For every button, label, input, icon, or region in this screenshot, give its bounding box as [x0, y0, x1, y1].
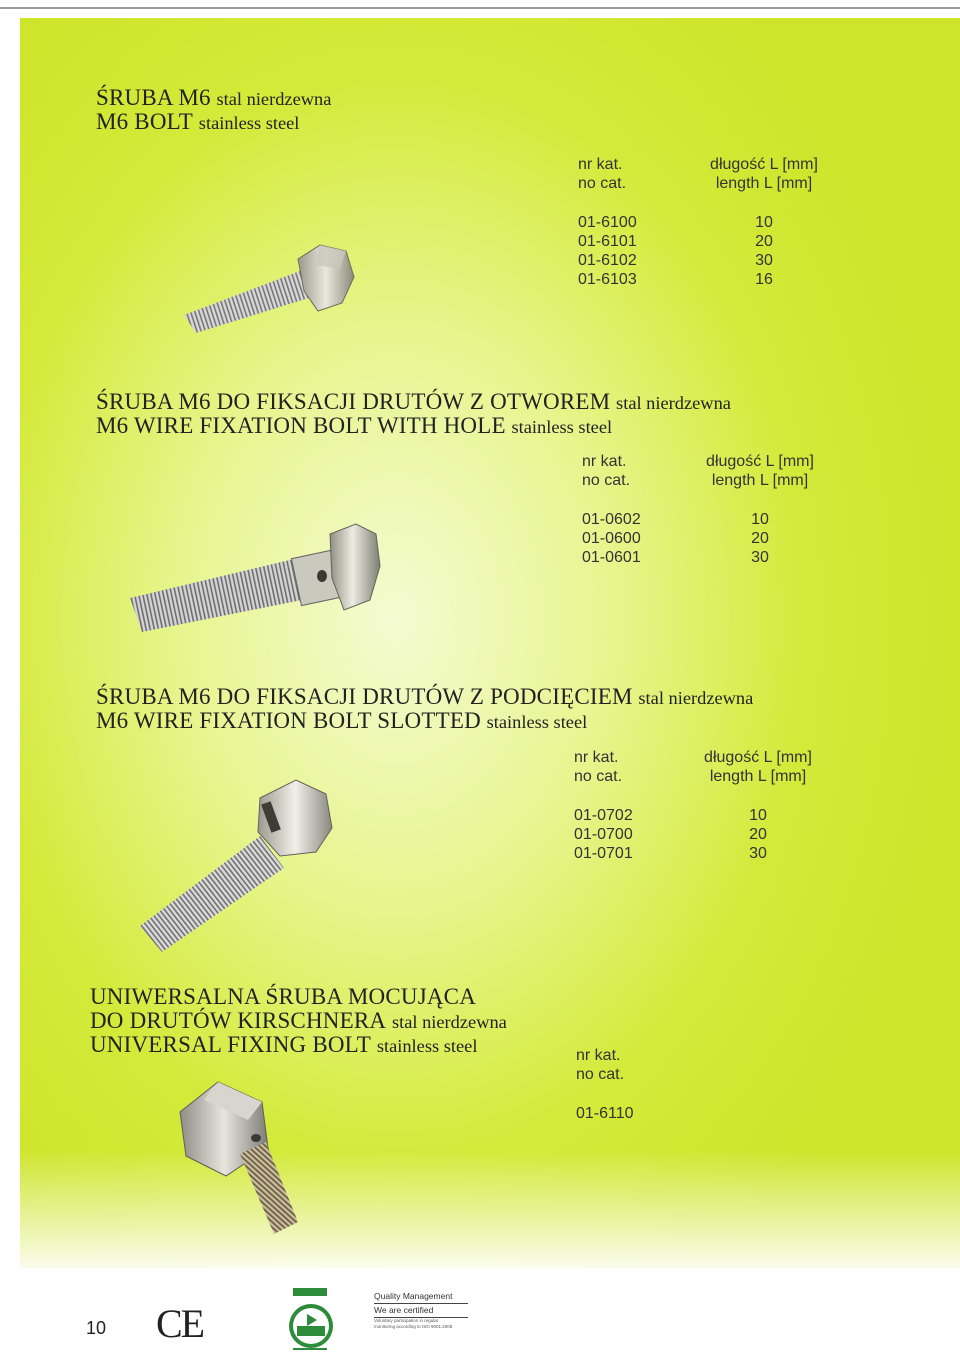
- top-rule: [0, 7, 960, 9]
- product-2-catalog-column: [582, 452, 641, 567]
- length-value: 10: [749, 807, 767, 824]
- product-3-title: [96, 685, 753, 733]
- quality-title: Quality Management: [374, 1290, 468, 1304]
- product-2-title: [96, 390, 731, 438]
- quality-subtitle: We are certified: [374, 1304, 468, 1318]
- slotted-wire-fixation-bolt-image: [120, 776, 342, 956]
- product-4-catalog-column: [576, 1046, 634, 1123]
- product-1-title-pl-material: stal nierdzewna: [216, 89, 332, 109]
- length-header-en: length L [mm]: [709, 768, 807, 785]
- product-3-title-pl: ŚRUBA M6 DO FIKSACJI DRUTÓW Z PODCIĘCIEM: [96, 684, 633, 709]
- length-header-en: length L [mm]: [715, 175, 813, 192]
- product-1-catalog-column: [578, 155, 637, 289]
- catalog-header-pl: nr kat.: [578, 156, 623, 173]
- universal-fixing-bolt-image: [170, 1072, 310, 1242]
- product-3-catalog-column: [574, 748, 633, 863]
- wire-fixation-bolt-with-hole-image: [118, 520, 388, 640]
- catalog-header-pl: nr kat.: [582, 453, 627, 470]
- length-header-pl: długość L [mm]: [704, 749, 812, 766]
- hex-bolt-image: [170, 225, 360, 335]
- catalog-number: 01-6101: [578, 233, 637, 250]
- length-value: 20: [751, 530, 769, 547]
- length-value: 30: [751, 549, 769, 566]
- product-4-title-pl-material: stal nierdzewna: [391, 1012, 507, 1033]
- product-1-title: [96, 86, 331, 134]
- length-value: 30: [749, 845, 767, 862]
- product-3-title-en: M6 WIRE FIXATION BOLT SLOTTED: [96, 708, 481, 734]
- catalog-number: 01-0701: [574, 845, 633, 862]
- product-2-title-pl-material: stal nierdzewna: [616, 393, 731, 413]
- catalog-header-pl: nr kat.: [574, 749, 619, 766]
- product-4-title-line2: DO DRUTÓW KIRSCHNERA: [90, 1008, 387, 1034]
- product-3-length-column: [694, 748, 822, 863]
- product-1-title-en: M6 BOLT: [96, 109, 194, 135]
- catalog-header-en: no cat.: [574, 768, 623, 785]
- product-2-title-en: M6 WIRE FIXATION BOLT WITH HOLE: [96, 413, 506, 439]
- dekra-certification-logo: [283, 1288, 373, 1354]
- product-2-length-column: [696, 452, 824, 567]
- product-1-length-column: [700, 155, 828, 289]
- catalog-number: 01-0602: [582, 511, 641, 528]
- length-value: 10: [755, 214, 773, 231]
- page-number: 10: [86, 1318, 107, 1338]
- catalog-number: 01-6110: [576, 1105, 634, 1122]
- quality-management-block: [374, 1290, 468, 1330]
- length-value: 30: [755, 252, 773, 269]
- length-header-pl: długość L [mm]: [710, 156, 818, 173]
- product-1-title-pl: ŚRUBA M6: [96, 85, 211, 110]
- catalog-number: 01-6102: [578, 252, 637, 269]
- product-1-title-en-material: stainless steel: [198, 113, 300, 134]
- catalog-header-en: no cat.: [576, 1066, 625, 1083]
- catalog-header-en: no cat.: [582, 472, 631, 489]
- product-2-title-en-material: stainless steel: [511, 417, 613, 438]
- product-4-title-line1: UNIWERSALNA ŚRUBA MOCUJĄCA: [90, 984, 477, 1009]
- product-4-title: [90, 985, 507, 1057]
- background-fade: [20, 1150, 960, 1280]
- product-4-title-en-material: stainless steel: [376, 1036, 478, 1057]
- ce-mark: CE: [156, 1301, 204, 1346]
- catalog-header-pl: nr kat.: [576, 1047, 621, 1064]
- length-value: 16: [755, 271, 773, 288]
- quality-note-1: Voluntary participation in regular: [374, 1318, 439, 1323]
- product-3-title-pl-material: stal nierdzewna: [638, 688, 754, 708]
- product-3-title-en-material: stainless steel: [486, 712, 588, 733]
- catalog-number: 01-0702: [574, 807, 633, 824]
- catalog-number: 01-6103: [578, 271, 637, 288]
- catalog-number: 01-0700: [574, 826, 633, 843]
- length-header-en: length L [mm]: [711, 472, 809, 489]
- catalog-number: 01-0601: [582, 549, 641, 566]
- catalog-number: 01-6100: [578, 214, 637, 231]
- product-2-title-pl: ŚRUBA M6 DO FIKSACJI DRUTÓW Z OTWOREM: [96, 389, 611, 414]
- product-4-title-en: UNIVERSAL FIXING BOLT: [90, 1032, 372, 1058]
- length-value: 20: [755, 233, 773, 250]
- length-value: 20: [749, 826, 767, 843]
- length-header-pl: długość L [mm]: [706, 453, 814, 470]
- catalog-header-en: no cat.: [578, 175, 627, 192]
- catalog-number: 01-0600: [582, 530, 641, 547]
- length-value: 10: [751, 511, 769, 528]
- quality-note-2: monitoring according to ISO 9001:2008: [374, 1324, 453, 1329]
